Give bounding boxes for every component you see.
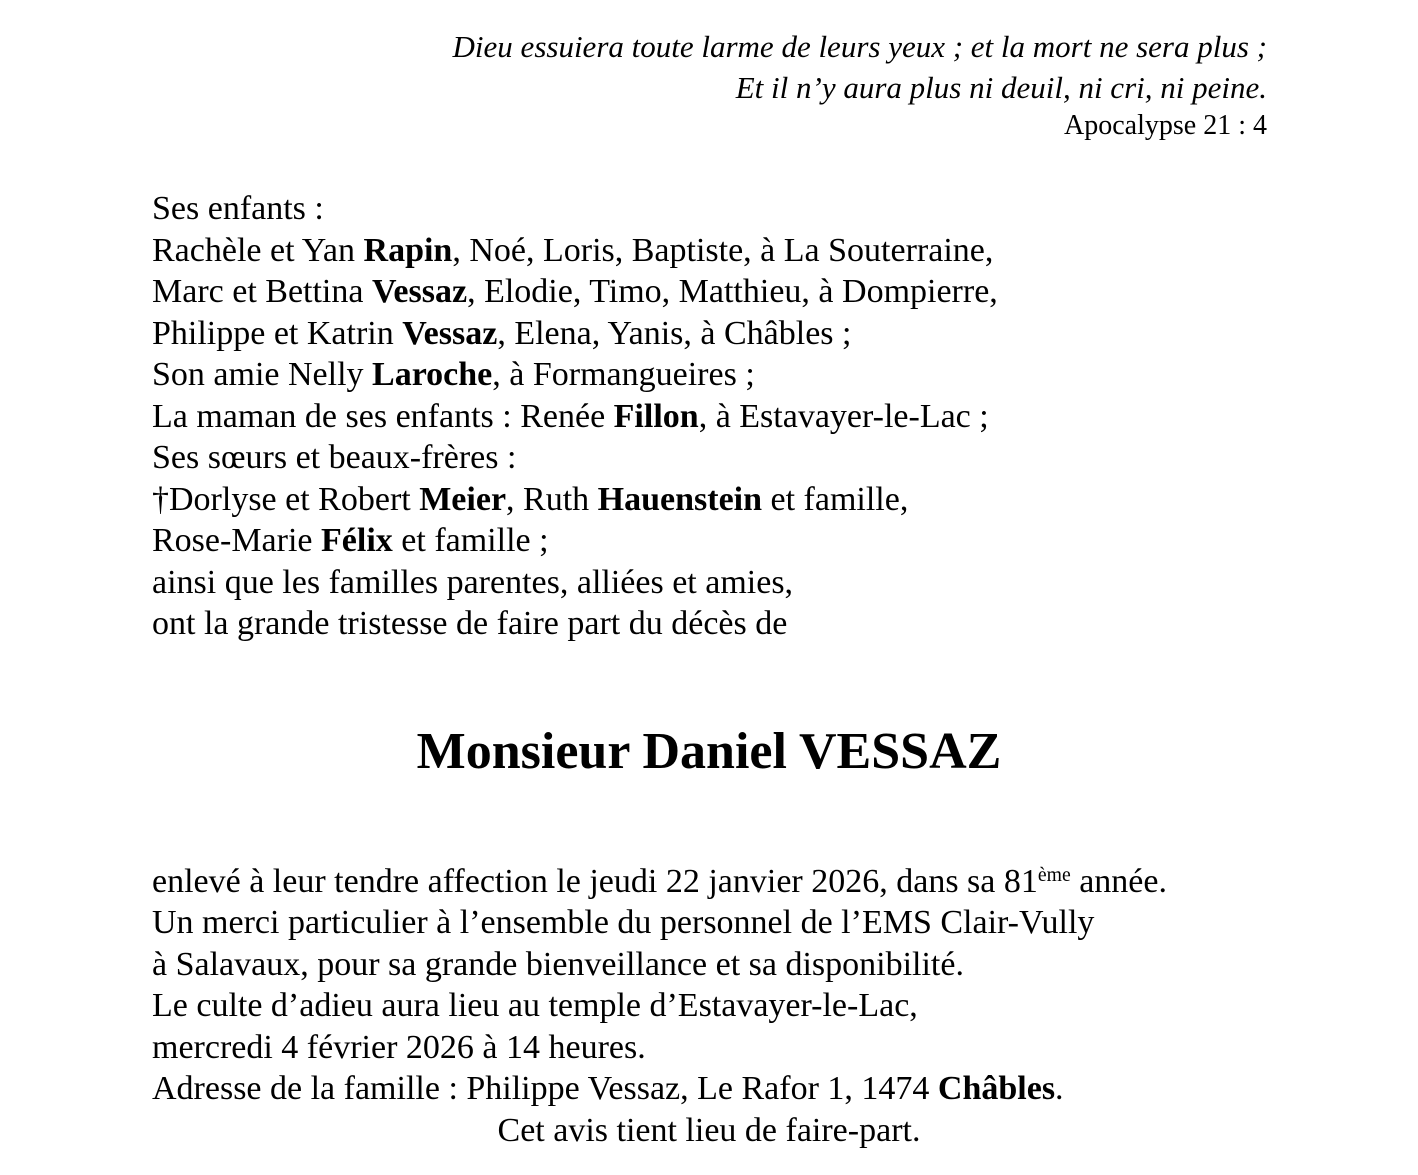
quote-line-2: Et il n’y aura plus ni deuil, ni cri, ni peine. bbox=[735, 70, 1267, 105]
text-line: enlevé à leur tendre affection le jeudi 22 janvier 2026, dans sa 81ème année. bbox=[152, 862, 1167, 900]
text-line: Marc et Bettina Vessaz, Elodie, Timo, Matthieu, à Dompierre, bbox=[152, 273, 998, 310]
closing-line: Cet avis tient lieu de faire-part. bbox=[497, 1111, 921, 1149]
text-line: ont la grande tristesse de faire part du décès de bbox=[152, 605, 788, 642]
text-line: Adresse de la famille : Philippe Vessaz, Le Rafor 1, 1474 Châbles. bbox=[152, 1070, 1064, 1107]
text-line: ainsi que les familles parentes, alliées et amies, bbox=[152, 563, 794, 601]
text-line: Ses enfants : bbox=[152, 190, 324, 227]
quote-reference: Apocalypse 21 : 4 bbox=[1064, 110, 1267, 141]
text-line: à Salavaux, pour sa grande bienveillance et sa disponibilité. bbox=[152, 945, 964, 983]
text-line: La maman de ses enfants : Renée Fillon, à Estavayer-le-Lac ; bbox=[152, 397, 989, 435]
text-line: Un merci particulier à l’ensemble du personnel de l’EMS Clair-Vully bbox=[152, 904, 1095, 941]
text-line: Philippe et Katrin Vessaz, Elena, Yanis, à Châbles ; bbox=[152, 314, 852, 352]
funeral-details bbox=[152, 861, 1418, 1110]
deceased-name-title: Monsieur Daniel VESSAZ bbox=[416, 722, 1002, 780]
text-line: Rachèle et Yan Rapin, Noé, Loris, Baptiste, à La Souterraine, bbox=[152, 231, 994, 269]
text-line: Le culte d’adieu aura lieu au temple d’Estavayer-le-Lac, bbox=[152, 987, 918, 1024]
text-line: Son amie Nelly Laroche, à Formangueires ; bbox=[152, 356, 755, 393]
scripture-quote bbox=[0, 26, 1418, 144]
text-line: mercredi 4 février 2026 à 14 heures. bbox=[152, 1028, 646, 1066]
text-line: Ses sœurs et beaux-frères : bbox=[152, 439, 517, 476]
text-line: †Dorlyse et Robert Meier, Ruth Hauenstein et famille, bbox=[152, 480, 909, 518]
quote-line-1: Dieu essuiera toute larme de leurs yeux ; et la mort ne sera plus ; bbox=[452, 29, 1267, 64]
text-line: Rose-Marie Félix et famille ; bbox=[152, 522, 549, 559]
family-announcement bbox=[152, 188, 1418, 645]
